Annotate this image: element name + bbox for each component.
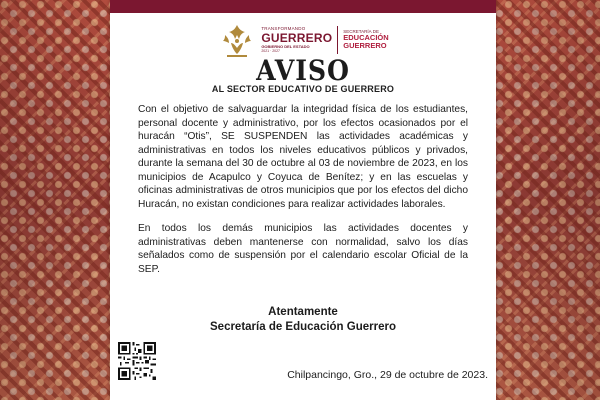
notice-paragraph-1: Con el objetivo de salvaguardar la integridad física de los estudiantes, personal docente y administrativo, por los efectos ocasionados por el huracán “Otis”, SE SUSPENDEN las actividades académicas y administrativas en todos los niveles educativos públicos y privados, durante la semana del 30 de octubre al 03 de noviembre de 2023, en los municipios de Acapulco y Coyuca de Benítez; y en las escuelas y oficinas administrativas de otros municipios que por los efectos del dicho Huracán, no existan condiciones para realizar actividades laborales. <box>138 104 468 210</box>
logo-educacion-text: EDUCACIÓN <box>343 33 389 43</box>
background-pattern-left <box>0 0 110 400</box>
notice-card <box>110 0 496 400</box>
signature-text: Secretaría de Educación Guerrero <box>210 321 396 333</box>
logo-secretaria-text: SECRETARÍA DE <box>343 28 379 34</box>
place-date: Chilpancingo, Gro., 29 de octubre de 2023. <box>287 369 488 381</box>
notice-body <box>138 103 468 287</box>
logo-years-text: 2021 · 2027 <box>261 49 280 53</box>
logo-transformando-text: TRANSFORMANDO <box>261 25 306 31</box>
notice-paragraph-2: En todos los demás municipios las actividades docentes y administrativas deben mantenerse con normalidad, salvo los días señalados como de suspensión por el calendario escolar Oficial de la SEP. <box>138 223 468 275</box>
header-band <box>110 0 496 13</box>
logo-guerrero2-text: GUERRERO <box>343 41 387 51</box>
logo-divider <box>337 26 338 54</box>
qr-code-icon <box>118 342 156 380</box>
notice-subtitle: AL SECTOR EDUCATIVO DE GUERRERO <box>211 84 395 94</box>
closing-text: Atentamente <box>268 306 338 318</box>
background-pattern-right <box>490 0 600 400</box>
education-secretariat-logo <box>343 30 388 50</box>
logo-guerrero-text: GUERRERO <box>261 31 333 45</box>
logo-gobierno-text: GOBIERNO DEL ESTADO <box>261 44 310 49</box>
signature-block <box>110 305 496 335</box>
notice-title: AVISO <box>256 54 350 87</box>
